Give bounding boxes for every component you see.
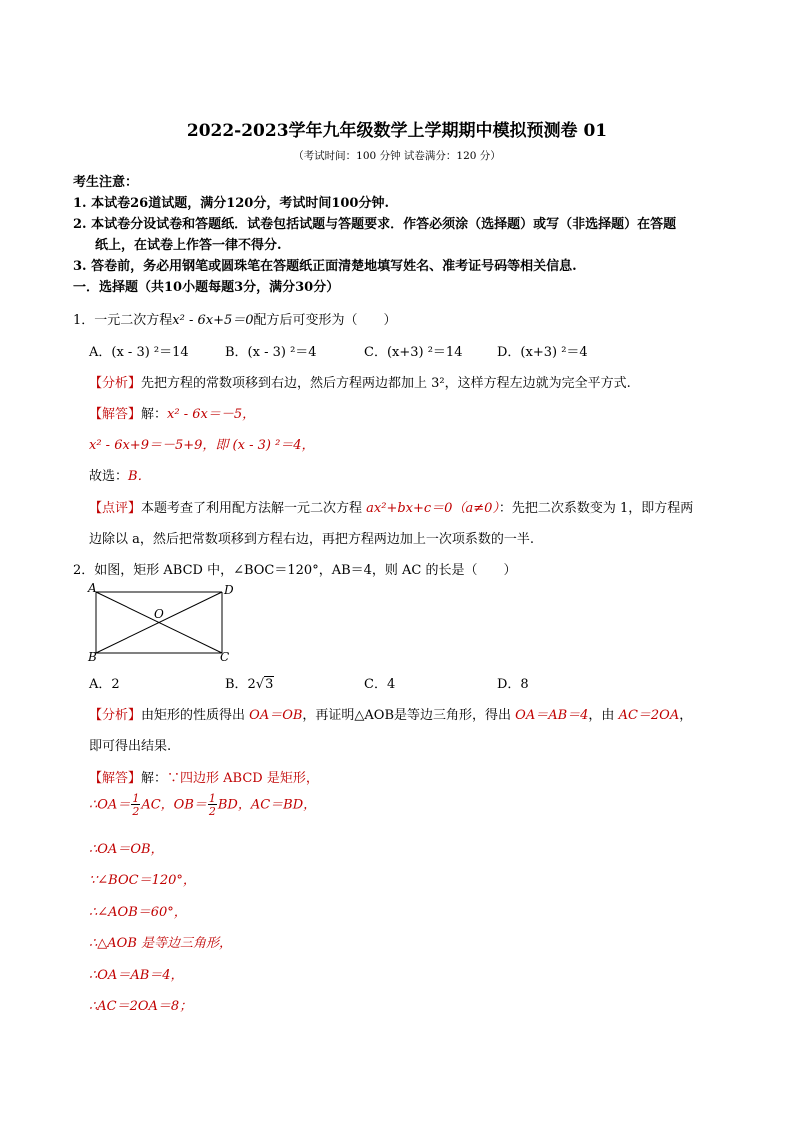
- q2-step-7: ∴AC＝2OA＝8；: [89, 999, 193, 1014]
- q2-option-b-text: B．2: [225, 677, 256, 692]
- step-1-c: BD，AC＝BD，: [217, 797, 317, 813]
- q2-option-c: C．4: [364, 677, 396, 692]
- q2-option-b: [225, 673, 274, 692]
- analysis-text: 由矩形的性质得出: [141, 708, 250, 723]
- q1-answer: [89, 403, 255, 422]
- step-1-a: ∴OA＝: [89, 797, 131, 813]
- q1-choice: [89, 465, 151, 484]
- q1-option-c: C．(x+3) ²＝14: [364, 345, 463, 360]
- label-o: O: [154, 607, 164, 621]
- comment-text-end: ：先把二次系数变为 1，即方程两: [498, 501, 694, 516]
- q1-comment: [89, 497, 693, 516]
- q1-option-a: A．(x - 3) ²＝14: [89, 345, 189, 360]
- notice-item-2: 2. 本试卷分设试卷和答题纸．试卷包括试题与答题要求．作答必须涂（选择题）或写（非选择题）在答题: [73, 217, 677, 232]
- answer-equation: x² - 6x＝－5，: [167, 407, 256, 422]
- comment-text: 本题考查了利用配方法解一元二次方程: [141, 501, 367, 516]
- question-1-stem-end: 配方后可变形为（ ）: [253, 313, 397, 328]
- page-title: 2022-2023学年九年级数学上学期期中模拟预测卷 01: [186, 121, 608, 141]
- answer-prefix: 解：: [141, 771, 168, 786]
- q2-step-4: ∴∠AOB＝60°，: [89, 905, 187, 920]
- notice-item-1: 1. 本试卷26道试题，满分120分，考试时间100分钟.: [73, 196, 389, 211]
- choice-prefix: 故选：: [89, 469, 129, 484]
- q2-option-a: A．2: [89, 677, 120, 692]
- fraction-denominator: 2: [132, 805, 140, 818]
- analysis-text-mid2: ，由: [588, 708, 619, 723]
- analysis-text: 先把方程的常数项移到右边，然后方程两边都加上 3²，这样方程左边就为完全平方式.: [141, 376, 631, 391]
- analysis-text-mid: ，再证明△AOB是等边三角形，得出: [302, 708, 516, 723]
- q2-option-b-radicand: 3: [265, 677, 274, 692]
- q2-analysis-cont: 即可得出结果.: [89, 739, 172, 754]
- analysis-expr-1: OA＝OB: [249, 708, 303, 723]
- fraction-half-1: [131, 793, 140, 817]
- q2-step-1: [89, 793, 316, 817]
- notice-item-3: 3. 答卷前，务必用钢笔或圆珠笔在答题纸正面清楚地填写姓名、准考证号码等相关信息.: [73, 259, 577, 274]
- q2-step-3: ∵∠BOC＝120°，: [89, 873, 196, 888]
- label-c: C: [220, 650, 230, 662]
- notice-item-2-cont: 纸上，在试卷上作答一律不得分.: [95, 238, 282, 253]
- comment-equation: ax²+bx+c＝0（a≠0）: [366, 501, 499, 516]
- q2-answer: [89, 767, 319, 786]
- q1-comment-cont: 边除以 a，然后把常数项移到方程右边，再把方程两边加上一次项系数的一半.: [89, 532, 535, 547]
- q1-analysis: [89, 372, 631, 391]
- q2-step-6: ∴OA＝AB＝4，: [89, 968, 184, 983]
- label-d: D: [224, 583, 234, 597]
- sqrt-symbol: √: [255, 677, 265, 692]
- fraction-numerator: 1: [132, 792, 140, 805]
- answer-tag: 【解答】: [89, 407, 142, 422]
- section-heading: 一．选择题（共10小题每题3分，满分30分）: [73, 280, 340, 295]
- q2-analysis: [89, 704, 692, 723]
- analysis-expr-2: OA＝AB＝4: [515, 708, 589, 723]
- question-1-stem: [73, 309, 397, 328]
- q2-step-2: ∴OA＝OB，: [89, 842, 164, 857]
- comment-tag: 【点评】: [89, 501, 142, 516]
- answer-tag: 【解答】: [89, 771, 142, 786]
- fraction-numerator: 1: [208, 792, 216, 805]
- analysis-expr-3: AC＝2OA: [618, 708, 680, 723]
- rectangle-figure: [86, 580, 236, 662]
- label-b: B: [88, 650, 97, 662]
- fraction-half-2: [208, 793, 217, 817]
- choice-value: B．: [128, 469, 151, 484]
- question-1-equation: x² - 6x+5＝0: [172, 313, 254, 328]
- q1-answer-step: x² - 6x+9＝－5+9，即 (x - 3) ²＝4，: [89, 438, 315, 453]
- question-1-stem-text: 1．一元二次方程: [73, 313, 173, 328]
- analysis-text-end: ，: [679, 708, 693, 723]
- step-1-b: AC，OB＝: [141, 797, 207, 813]
- q2-step-5: ∴△AOB 是等边三角形，: [89, 936, 233, 951]
- question-2-stem: 2．如图，矩形 ABCD 中，∠BOC＝120°，AB＝4，则 AC 的长是（ ）: [73, 563, 517, 578]
- notice-heading: 考生注意：: [73, 175, 139, 190]
- exam-info: （考试时间：100 分钟 试卷满分：120 分）: [293, 150, 501, 162]
- q1-option-b: B．(x - 3) ²＝4: [225, 345, 317, 360]
- fraction-denominator: 2: [208, 805, 216, 818]
- analysis-tag: 【分析】: [89, 708, 142, 723]
- q1-option-d: D．(x+3) ²＝4: [497, 345, 588, 360]
- analysis-tag: 【分析】: [89, 376, 142, 391]
- q2-option-d: D．8: [497, 677, 529, 692]
- answer-prefix: 解：: [141, 407, 168, 422]
- label-a: A: [88, 581, 97, 595]
- answer-text: ∵四边形 ABCD 是矩形，: [167, 771, 319, 786]
